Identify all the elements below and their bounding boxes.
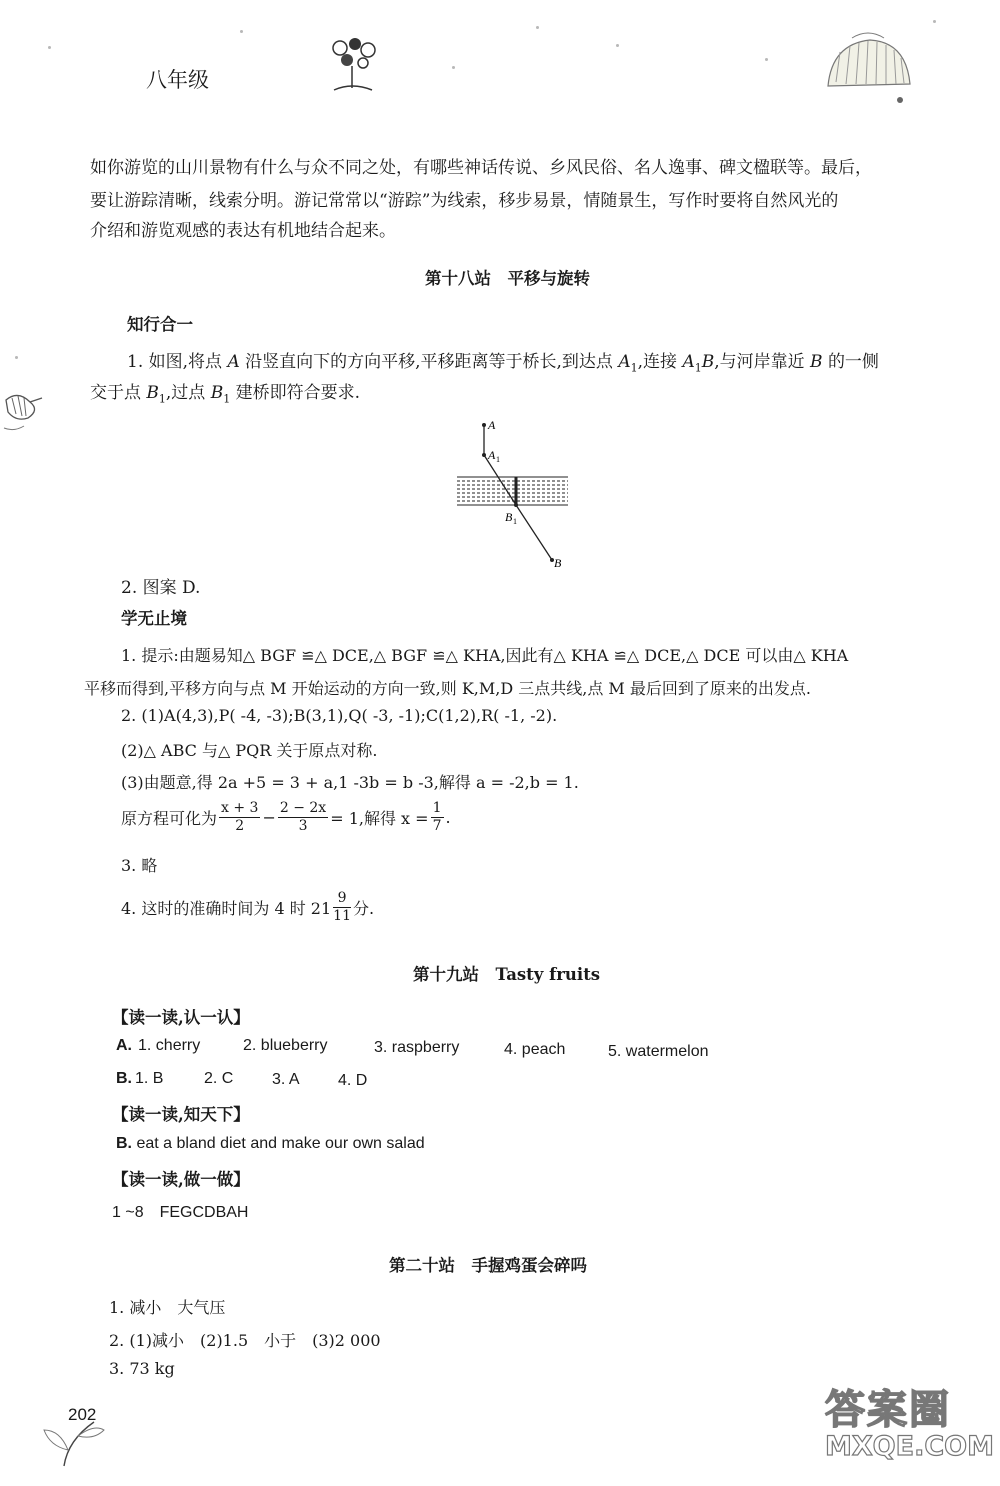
decor-dot xyxy=(765,58,768,61)
hint-2-1: 2. (1)A(4,3),P( -4, -3);B(3,1),Q( -3, -1);C(1,2),R( -1, -2). xyxy=(121,706,558,725)
s20-answer-2: 2. (1)减小 (2)1.5 小于 (3)2 000 xyxy=(109,1331,381,1350)
subheading-read-recognize: 【读一读,认一认】 xyxy=(112,1008,250,1027)
watermark-top-text: 答案圈 xyxy=(825,1387,951,1433)
s20-answer-1: 1. 减小 大气压 xyxy=(109,1298,226,1317)
label-B1: B xyxy=(505,510,513,524)
hint-1-line2: 平移而得到,平移方向与点 M 开始运动的方向一致,则 K,M,D 三点共线,点 M 最后回到了原来的出发点. xyxy=(84,679,811,698)
intro-line: 要让游踪清晰，线索分明。游记常常以“游踪”为线索，移步易景，情随景生，写作时要将自然风光的 xyxy=(90,191,839,211)
label-A: A xyxy=(488,418,496,432)
subheading-read-world: 【读一读,知天下】 xyxy=(112,1105,250,1124)
decor-dot xyxy=(48,46,51,49)
section-19-title: 第十九站 Tasty fruits xyxy=(413,965,601,984)
grade-label: 八年级 xyxy=(146,68,209,92)
hint-3: 3. 略 xyxy=(121,856,158,875)
decor-dot xyxy=(452,66,455,69)
hint-2-3: (3)由题意,得 2a +5 = 3 + a,1 -3b = b -3,解得 a = -2,b = 1. xyxy=(121,773,579,792)
answer-a-row: A. 1. cherry 2. blueberry 3. raspberry 4. peach 5. watermelon xyxy=(116,1037,709,1060)
subheading-xuewu: 学无止境 xyxy=(121,609,187,628)
bird-decoration xyxy=(0,384,46,440)
answer-1-line1: 1. 如图,将点 A 沿竖直向下的方向平移,平移距离等于桥长,到达点 $A_1$,连接 $A_1B$,与河岸靠近 B 的一侧 xyxy=(127,352,879,375)
intro-line: 如你游览的山川景物有什么与众不同之处，有哪些神话传说、乡风民俗、名人逸事、碑文楹联等。最后， xyxy=(90,158,872,178)
label-A1: A xyxy=(488,448,496,462)
answer-b-row: B. 1. B 2. C 3. A 4. D xyxy=(116,1070,368,1089)
s20-answer-3: 3. 73 kg xyxy=(109,1359,175,1378)
hedgehog-decoration xyxy=(822,26,914,110)
decor-dot xyxy=(240,30,243,33)
label-B1-sub: 1 xyxy=(513,517,517,526)
subheading-read-do: 【读一读,做一做】 xyxy=(112,1170,250,1189)
subheading-zhixing: 知行合一 xyxy=(127,315,193,334)
hint-1-line1: 1. 提示:由题易知△ BGF ≌△ DCE,△ BGF ≌△ KHA,因此有△ KHA ≌△ DCE,△ DCE 可以由△ KHA xyxy=(121,646,849,665)
decor-dot xyxy=(536,26,539,29)
page-number: 202 xyxy=(68,1405,97,1424)
hint-2-4: 原方程可化为 $\frac{x + 3}{2}$ − $\frac{2 - 2x}{3}$ = 1,解得 x = $\frac{1}{7}$ . xyxy=(121,800,451,834)
section-20-title: 第二十站 手握鸡蛋会碎吗 xyxy=(389,1256,587,1275)
label-B: B xyxy=(554,556,562,570)
decor-dot xyxy=(616,44,619,47)
answer-2: 2. 图案 D. xyxy=(121,578,201,598)
answer-b2: B. eat a bland diet and make our own salad xyxy=(116,1135,425,1152)
watermark-bottom-text: MXQE.COM xyxy=(825,1431,994,1462)
intro-line: 介绍和游览观感的表达有机地结合起来。 xyxy=(90,221,396,241)
answer-1-line2: 交于点 $B_1$,过点 $B_1$ 建桥即符合要求. xyxy=(90,383,361,406)
bridge-figure xyxy=(450,415,580,575)
decor-dot xyxy=(15,356,18,359)
section-18-title: 第十八站 平移与旋转 xyxy=(425,269,590,288)
answer-order: 1 ~8 FEGCDBAH xyxy=(112,1204,249,1221)
hint-2-2: (2)△ ABC 与△ PQR 关于原点对称. xyxy=(121,741,378,760)
label-A1-sub: 1 xyxy=(496,455,500,464)
decor-dot xyxy=(933,20,936,23)
hint-4: 4. 这时的准确时间为 4 时 21 $\frac{9}{11}$ 分. xyxy=(121,890,375,924)
watermark xyxy=(825,1387,994,1468)
flower-decoration xyxy=(322,30,384,96)
